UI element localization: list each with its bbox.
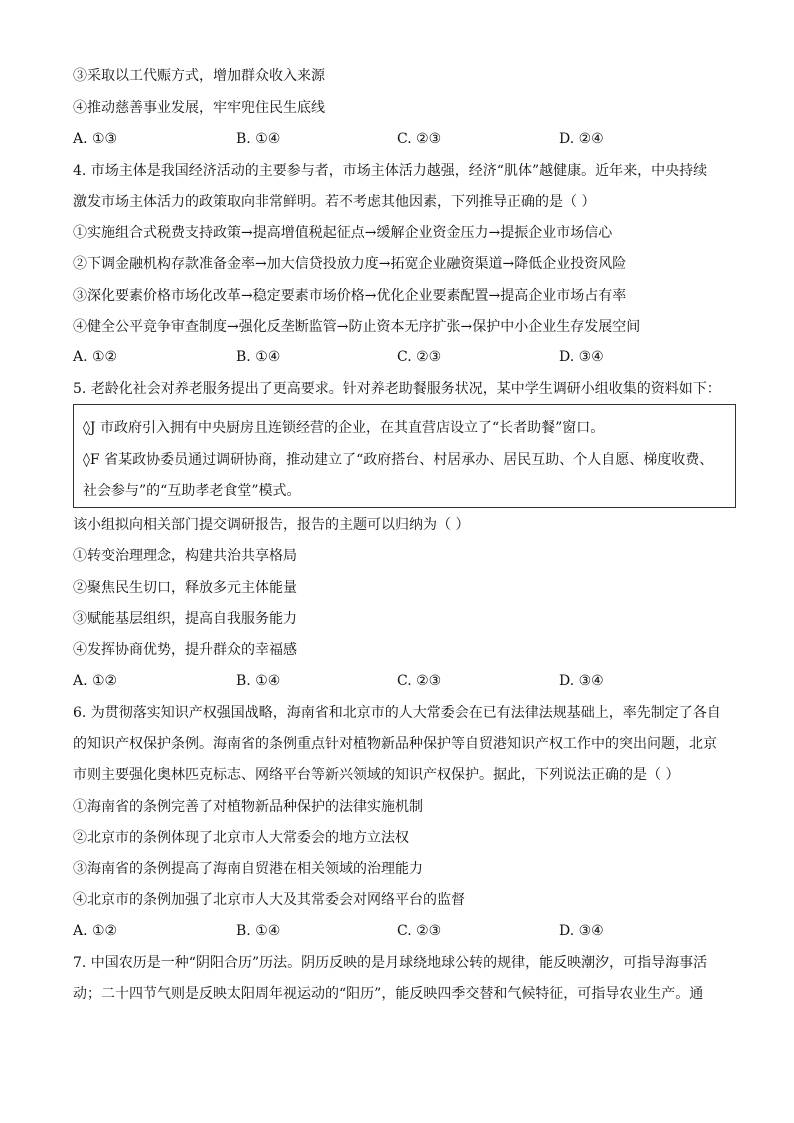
- q6-option-b[interactable]: B. ①④: [236, 923, 281, 939]
- q3-statement-3: ③采取以工代赈方式，增加群众收入来源: [73, 68, 325, 84]
- q4-statement-4: ④健全公平竞争审查制度→强化反垄断监管→防止资本无序扩张→保护中小企业生存发展空间: [73, 319, 641, 335]
- q4-stem-line-2: 激发市场主体活力的政策取向非常鲜明。若不考虑其他因素，下列推导正确的是（ ）: [73, 194, 596, 210]
- q4-option-c[interactable]: C. ②③: [397, 349, 442, 365]
- q6-options: [73, 921, 633, 941]
- q6-stem-line-2: 的知识产权保护条例。海南省的条例重点针对植物新品种保护等自贸港知识产权工作中的突出问题，北京: [73, 736, 717, 752]
- q4-statement-2: ②下调金融机构存款准备金率→加大信贷投放力度→拓宽企业融资渠道→降低企业投资风险: [73, 256, 627, 272]
- q4-option-d[interactable]: D. ③④: [559, 349, 604, 365]
- q5-question: 该小组拟向相关部门提交调研报告，报告的主题可以归纳为（ ）: [73, 517, 470, 533]
- q5-material-box: [73, 404, 736, 508]
- q3-statement-4: ④推动慈善事业发展，牢牢兜住民生底线: [73, 100, 325, 116]
- q6-statement-2: ②北京市的条例体现了北京市人大常委会的地方立法权: [73, 830, 409, 846]
- q4-stem-line-1: 4. 市场主体是我国经济活动的主要参与者，市场主体活力越强，经济“肌体”越健康。近年来，中央持续: [73, 163, 708, 179]
- q3-option-c[interactable]: C. ②③: [397, 131, 442, 147]
- q5-stem: 5. 老龄化社会对养老服务提出了更高要求。针对养老助餐服务状况，某中学生调研小组收集的资料如下：: [73, 381, 721, 397]
- q6-statement-4: ④北京市的条例加强了北京市人大及其常委会对网络平台的监督: [73, 892, 465, 908]
- q7-stem-line-1: 7. 中国农历是一种“阴阳合历”历法。阴历反映的是月球绕地球公转的规律，能反映潮汐，可指导海事活: [73, 955, 708, 971]
- q3-option-a[interactable]: A. ①③: [73, 131, 118, 147]
- q5-statement-4: ④发挥协商优势，提升群众的幸福感: [73, 642, 297, 658]
- q5-material-line-1: ◊J 市政府引入拥有中央厨房且连锁经营的企业，在其直营店设立了“长者助餐”窗口。: [83, 420, 605, 436]
- q5-material-line-2: ◊F 省某政协委员通过调研协商，推动建立了“政府搭台、村居承办、居民互助、个人自愿、梯度收费、: [83, 452, 714, 468]
- q6-statement-3: ③海南省的条例提高了海南自贸港在相关领域的治理能力: [73, 861, 423, 877]
- q5-statement-2: ②聚焦民生切口，释放多元主体能量: [73, 580, 297, 596]
- q5-option-b[interactable]: B. ①④: [236, 673, 281, 689]
- q6-option-d[interactable]: D. ③④: [559, 923, 604, 939]
- q5-option-a[interactable]: A. ①②: [73, 673, 118, 689]
- q5-options: [73, 671, 633, 691]
- q3-options: [73, 129, 633, 149]
- q7-stem-line-2: 动；二十四节气则是反映太阳周年视运动的“阳历”，能反映四季交替和气候特征，可指导农业生产。通: [73, 986, 704, 1002]
- q6-option-a[interactable]: A. ①②: [73, 923, 118, 939]
- q3-option-b[interactable]: B. ①④: [236, 131, 281, 147]
- q4-option-b[interactable]: B. ①④: [236, 349, 281, 365]
- q6-option-c[interactable]: C. ②③: [397, 923, 442, 939]
- q4-statement-1: ①实施组合式税费支持政策→提高增值税起征点→缓解企业资金压力→提振企业市场信心: [73, 225, 613, 241]
- q4-statement-3: ③深化要素价格市场化改革→稳定要素市场价格→优化企业要素配置→提高企业市场占有率: [73, 288, 627, 304]
- q6-stem-line-3: 市则主要强化奥林匹克标志、网络平台等新兴领域的知识产权保护。据此，下列说法正确的是（ ）: [73, 767, 680, 783]
- q5-option-d[interactable]: D. ③④: [559, 673, 604, 689]
- q4-options: [73, 347, 633, 367]
- q3-option-d[interactable]: D. ②④: [559, 131, 604, 147]
- q5-statement-1: ①转变治理理念，构建共治共享格局: [73, 548, 297, 564]
- q5-option-c[interactable]: C. ②③: [397, 673, 442, 689]
- q5-material-line-3: 社会参与”的“互助孝老食堂”模式。: [83, 483, 301, 499]
- q5-statement-3: ③赋能基层组织，提高自我服务能力: [73, 611, 297, 627]
- q6-stem-line-1: 6. 为贯彻落实知识产权强国战略，海南省和北京市的人大常委会在已有法律法规基础上，率先制定了各自: [73, 705, 721, 721]
- q4-option-a[interactable]: A. ①②: [73, 349, 118, 365]
- q6-statement-1: ①海南省的条例完善了对植物新品种保护的法律实施机制: [73, 799, 423, 815]
